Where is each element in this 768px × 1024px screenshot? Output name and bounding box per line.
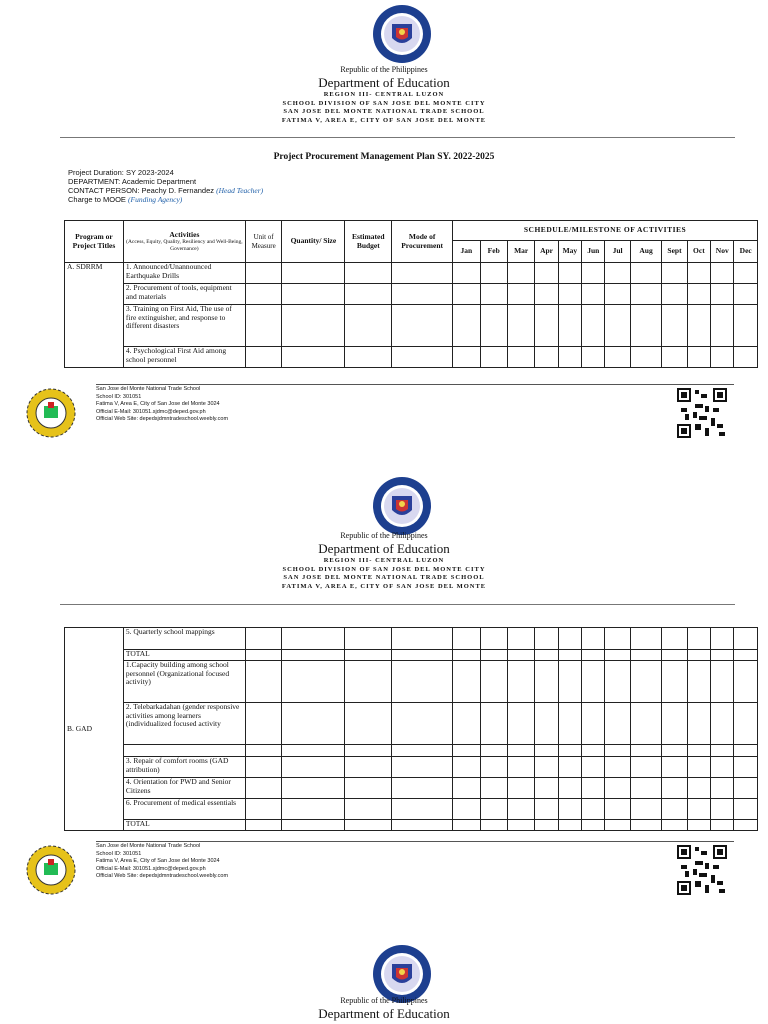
table-row — [65, 757, 758, 778]
contact-role: (Head Teacher) — [216, 186, 264, 195]
project-duration: Project Duration: SY 2023-2024 — [68, 168, 174, 177]
footer-school-id: School ID: 301051 — [96, 850, 142, 857]
letterhead — [0, 65, 768, 125]
charge-to: Charge to MOOE — [68, 195, 126, 204]
footer-address: Fatima V, Area E, City of San Jose del Monte 3024 — [96, 401, 220, 407]
footer-school: San Jose del Monte National Trade School — [96, 386, 201, 392]
activity-cell: 4. Psychological First Aid among school personnel — [123, 347, 245, 368]
activity-cell: 1. Announced/Unannounced Earthquake Drills — [123, 263, 245, 284]
plan-title: Project Procurement Management Plan SY. 2022-2025 — [273, 152, 495, 162]
header-mode: Mode of Procurement — [392, 221, 453, 263]
month-feb: Feb — [480, 241, 507, 263]
procurement-table-1 — [64, 220, 758, 368]
activity-cell: 4. Orientation for PWD and Senior Citizens — [123, 778, 245, 799]
qr-code-icon — [677, 845, 727, 895]
footer-school: San Jose del Monte National Trade School — [96, 843, 201, 849]
table-row — [65, 284, 758, 305]
table-row — [65, 703, 758, 745]
school-text: SAN JOSE DEL MONTE NATIONAL TRADE SCHOOL — [283, 574, 485, 581]
republic-text: Republic of the Philippines — [340, 531, 428, 540]
charge-line — [68, 195, 263, 204]
program-sdrrm: A. SDRRM — [65, 263, 124, 368]
region-text: REGION III- CENTRAL LUZON — [323, 91, 445, 98]
page-2 — [0, 470, 768, 930]
department-line: DEPARTMENT: Academic Department — [68, 177, 197, 186]
footer-website: Official Web Site: depedsjdmntradeschool.weebly.com — [96, 416, 229, 422]
month-aug: Aug — [630, 241, 661, 263]
region-text: REGION III- CENTRAL LUZON — [323, 557, 445, 564]
activity-cell: 5. Quarterly school mappings — [123, 628, 245, 650]
republic-text: Republic of the Philippines — [340, 996, 428, 1005]
letterhead — [0, 531, 768, 591]
procurement-table-2 — [64, 627, 758, 831]
month-oct: Oct — [687, 241, 710, 263]
header-unit: Unit of Measure — [245, 221, 282, 263]
deped-seal-icon — [372, 944, 432, 1004]
division-text: SCHOOL DIVISION OF SAN JOSE DEL MONTE CITY — [282, 99, 486, 107]
footer-divider — [96, 841, 734, 842]
header-schedule: SCHEDULE/MILESTONE OF ACTIVITIES — [453, 221, 758, 241]
header-budget: Estimated Budget — [345, 221, 392, 263]
header-quantity: Quantity/ Size — [282, 221, 345, 263]
department-text: Department of Education — [318, 541, 450, 556]
month-dec: Dec — [734, 241, 758, 263]
contact-line — [68, 186, 263, 195]
header-divider — [60, 604, 735, 605]
contact-person: CONTACT PERSON: Peachy D. Fernandez — [68, 186, 215, 195]
table-row — [65, 661, 758, 703]
month-jul: Jul — [605, 241, 630, 263]
total-cell: TOTAL — [123, 820, 245, 831]
footer-school-id: School ID: 301051 — [96, 393, 142, 400]
activity-cell: 1.Capacity building among school personnel (Organizational focused activity) — [123, 661, 245, 703]
activity-cell: 3. Training on First Aid, The use of fire extinguisher, and response to different disasters — [123, 305, 245, 347]
address-text: FATIMA V, AREA E, CITY OF SAN JOSE DEL MONTE — [281, 582, 487, 590]
month-apr: Apr — [535, 241, 558, 263]
page-3 — [0, 930, 768, 1024]
header-activities — [123, 221, 245, 263]
activity-cell: 3. Repair of comfort rooms (GAD attribution) — [123, 757, 245, 778]
deped-seal-icon — [372, 4, 432, 64]
month-may: May — [558, 241, 581, 263]
header-activities-label: Activities — [169, 229, 200, 239]
total-cell: TOTAL — [123, 650, 245, 661]
table-row — [65, 778, 758, 799]
footer-info — [96, 386, 228, 424]
activity-cell: 6. Procurement of medical essentials — [123, 799, 245, 820]
footer-address: Fatima V, Area E, City of San Jose del Monte 3024 — [96, 858, 220, 864]
qr-code-icon — [677, 388, 727, 438]
table-row — [65, 305, 758, 347]
program-gad: B. GAD — [65, 628, 124, 831]
table-row — [65, 628, 758, 650]
deped-seal-icon — [372, 476, 432, 536]
school-logo-icon — [26, 388, 76, 438]
school-text: SAN JOSE DEL MONTE NATIONAL TRADE SCHOOL — [283, 108, 485, 115]
page-1 — [0, 0, 768, 470]
activity-cell: 2. Telebarkadahan (gender responsive activities among learners (individualized focused activity — [123, 703, 245, 745]
address-text: FATIMA V, AREA E, CITY OF SAN JOSE DEL MONTE — [281, 116, 487, 124]
republic-text: Republic of the Philippines — [340, 65, 428, 74]
table-row — [65, 263, 758, 284]
header-program: Program or Project Titles — [65, 221, 124, 263]
activity-cell: 2. Procurement of tools, equipment and materials — [123, 284, 245, 305]
month-nov: Nov — [711, 241, 734, 263]
charge-note: (Funding Agency) — [128, 195, 183, 204]
plan-meta — [68, 168, 263, 204]
table-row — [65, 745, 758, 757]
school-logo-icon — [26, 845, 76, 895]
table-row — [65, 799, 758, 820]
month-jan: Jan — [453, 241, 480, 263]
table-row — [65, 347, 758, 368]
table-row — [65, 820, 758, 831]
footer-divider — [96, 384, 734, 385]
month-mar: Mar — [507, 241, 534, 263]
header-divider — [60, 137, 735, 138]
footer-email: Official E-Mail: 301051.sjdmc@deped.gov.ph — [96, 865, 206, 872]
footer-info — [96, 843, 228, 881]
header-activities-sub: (Access, Equity, Quality, Resiliency and Well-Being, Governance) — [126, 239, 243, 252]
activity-cell — [123, 745, 245, 757]
department-text: Department of Education — [318, 75, 450, 90]
month-jun: Jun — [582, 241, 605, 263]
footer-1 — [0, 380, 768, 440]
division-text: SCHOOL DIVISION OF SAN JOSE DEL MONTE CITY — [282, 565, 486, 573]
footer-website: Official Web Site: depedsjdmntradeschool.weebly.com — [96, 873, 229, 879]
department-text: Department of Education — [318, 1006, 450, 1021]
footer-2 — [0, 837, 768, 897]
table-row — [65, 650, 758, 661]
letterhead — [0, 996, 768, 1022]
footer-email: Official E-Mail: 301051.sjdmc@deped.gov.ph — [96, 408, 206, 415]
month-sept: Sept — [662, 241, 687, 263]
